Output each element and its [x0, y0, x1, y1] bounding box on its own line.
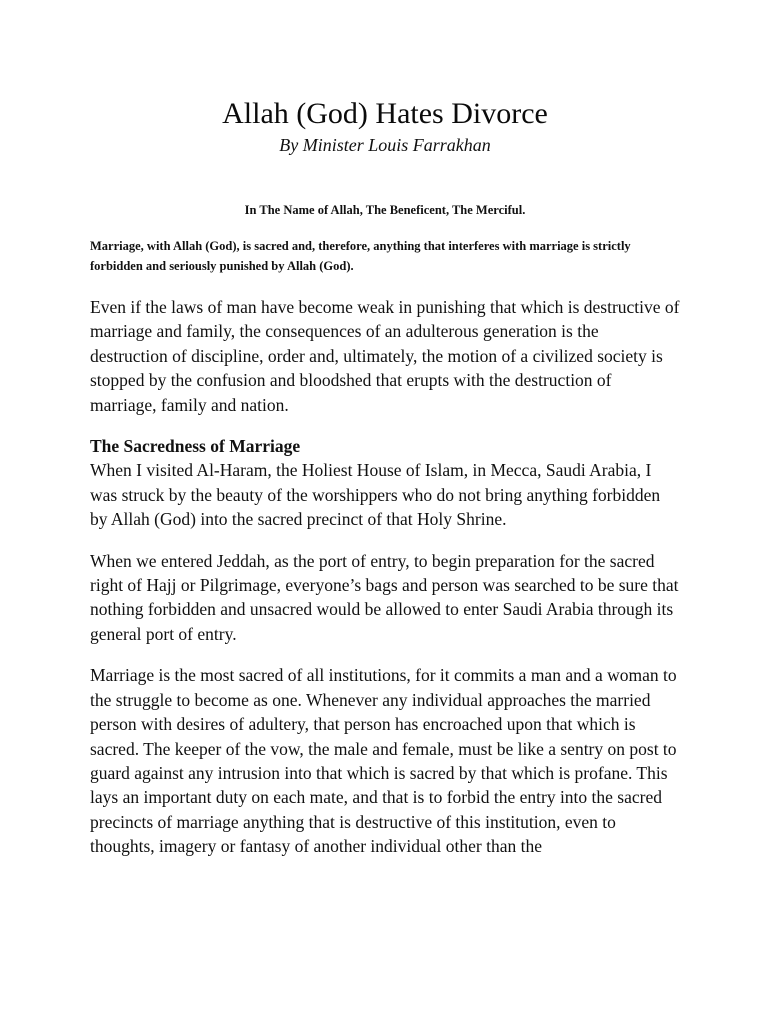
body-paragraph: Even if the laws of man have become weak in punishing that which is destructive of marriage and family, the consequences of an adulterous generation is the destruction of discipline, order and, ultimately, the motion of a civilized society is stopped by the confusion and bloodshed that erupts with the destruction of marriage, family and nation.: [90, 297, 680, 415]
section-paragraph: When we entered Jeddah, as the port of entry, to begin preparation for the sacred right of Hajj or Pilgrimage, everyone’s bags and person was searched to be sure that nothing forbidden and unsacred would be allowed to enter Saudi Arabia through its general port of entry.: [90, 550, 679, 644]
intro-paragraph: Marriage, with Allah (God), is sacred and, therefore, anything that interferes with marriage is strictly forbidden and seriously punished by Allah (God).: [90, 239, 631, 273]
section-paragraph: Marriage is the most sacred of all institutions, for it commits a man and a woman to the struggle to become as one. Whenever any individual approaches the married person with desires of adultery, that person has encroached upon that which is sacred. The keeper of the vow, the male and female, must be like a sentry on post to guard against any intrusion into that which is sacred by that which is profane. This lays an important duty on each mate, and that is to forbid the entry into the sacred precincts of marriage anything that is destructive of this institution, even to thoughts, imagery or fantasy of another individual other than the: [90, 665, 677, 857]
section-heading: The Sacredness of Marriage: [90, 436, 301, 457]
invocation-line: In The Name of Allah, The Beneficent, The Merciful.: [244, 203, 526, 217]
document-page: [90, 96, 680, 859]
section-paragraph: When I visited Al-Haram, the Holiest House of Islam, in Mecca, Saudi Arabia, I was struck by the beauty of the worshippers who do not bring anything forbidden by Allah (God) into the sacred precinct of that Holy Shrine.: [90, 460, 661, 530]
document-byline: By Minister Louis Farrakhan: [279, 135, 491, 155]
document-title: Allah (God) Hates Divorce: [222, 97, 548, 130]
